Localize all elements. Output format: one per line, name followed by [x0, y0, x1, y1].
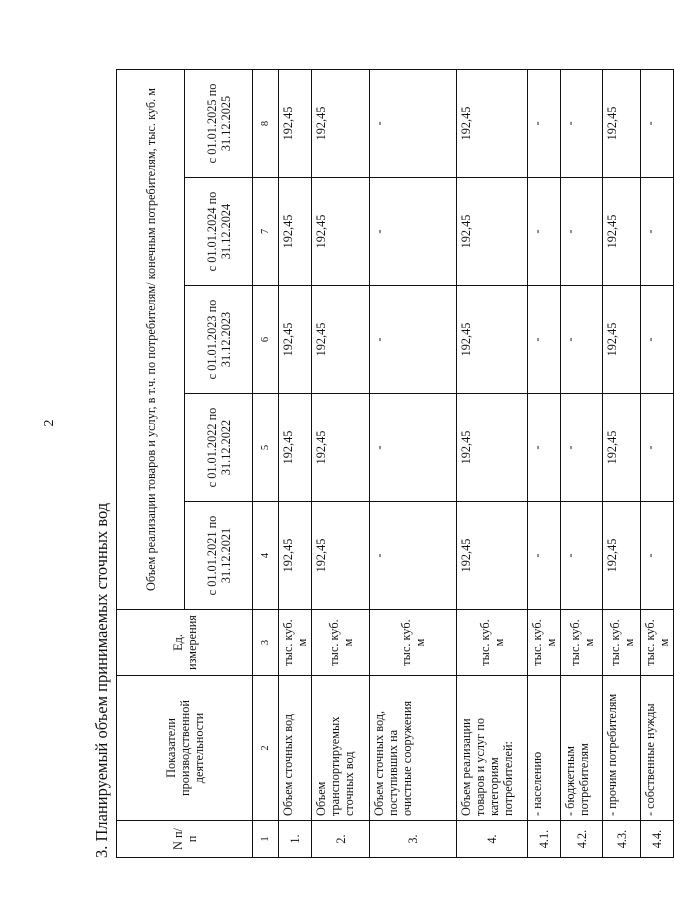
row-number: 3.	[370, 821, 457, 858]
row-value: 192,45	[603, 69, 641, 177]
row-number: 4.4.	[641, 821, 674, 858]
row-value: 192,45	[312, 502, 370, 610]
row-value: 192,45	[279, 502, 312, 610]
column-number: 6	[253, 286, 279, 394]
row-indicator: - населению	[528, 676, 561, 821]
row-indicator: Объем сточных вод	[279, 676, 312, 821]
row-value: 192,45	[457, 178, 528, 286]
row-value: -	[561, 502, 603, 610]
row-unit: тыс. куб. м	[561, 610, 603, 676]
page-number: 2	[42, 419, 57, 427]
row-number: 2.	[312, 821, 370, 858]
row-value: 192,45	[279, 286, 312, 394]
row-number: 4.1.	[528, 821, 561, 858]
row-indicator: - прочим потребителям	[603, 676, 641, 821]
row-indicator: Объем сточных вод, поступивших на очистные сооружения	[370, 676, 457, 821]
row-value: 192,45	[457, 394, 528, 502]
row-value: 192,45	[279, 178, 312, 286]
table-row	[312, 69, 370, 857]
row-unit: тыс. куб. м	[370, 610, 457, 676]
row-indicator: Объем транспортируемых сточных вод	[312, 676, 370, 821]
row-unit: тыс. куб. м	[528, 610, 561, 676]
row-value: 192,45	[603, 178, 641, 286]
row-value: -	[370, 178, 457, 286]
header-indicator: Показатели производственной деятельности	[117, 676, 253, 821]
row-value: -	[528, 502, 561, 610]
row-unit: тыс. куб. м	[603, 610, 641, 676]
row-value: 192,45	[312, 178, 370, 286]
row-value: -	[561, 178, 603, 286]
row-value: 192,45	[603, 502, 641, 610]
wastewater-volume-table	[116, 69, 674, 858]
row-value: -	[370, 69, 457, 177]
column-number: 5	[253, 394, 279, 502]
table-row	[603, 69, 641, 857]
row-value: -	[528, 69, 561, 177]
table-row	[370, 69, 457, 857]
section-title: 3. Планируемый объем принимаемых сточных вод	[92, 502, 111, 858]
header-row-top	[117, 69, 185, 857]
column-number: 1	[253, 821, 279, 858]
table-row	[457, 69, 528, 857]
row-value: -	[641, 178, 674, 286]
column-number: 4	[253, 502, 279, 610]
row-value: 192,45	[312, 286, 370, 394]
row-value: 192,45	[457, 286, 528, 394]
row-indicator: Объем реализации товаров и услуг по категориям потребителей:	[457, 676, 528, 821]
column-number: 8	[253, 69, 279, 177]
table-row	[279, 69, 312, 857]
header-no: N п/п	[117, 821, 253, 858]
header-period: с 01.01.2024 по 31.12.2024	[185, 178, 253, 286]
row-unit: тыс. куб. м	[312, 610, 370, 676]
row-value: -	[641, 502, 674, 610]
column-number: 3	[253, 610, 279, 676]
row-value: -	[528, 286, 561, 394]
header-volume-group: Объем реализации товаров и услуг, в т.ч. по потребителям/ конечным потребителям, тыс. куб. м	[117, 69, 185, 609]
row-value: -	[641, 286, 674, 394]
table-row	[641, 69, 674, 857]
column-number-row	[253, 69, 279, 857]
row-value: -	[561, 286, 603, 394]
row-unit: тыс. куб. м	[641, 610, 674, 676]
table-row	[561, 69, 603, 857]
row-number: 4.2.	[561, 821, 603, 858]
row-indicator: - бюджетным потребителям	[561, 676, 603, 821]
rotated-page-content	[88, 68, 671, 858]
row-value: -	[561, 69, 603, 177]
header-period: с 01.01.2023 по 31.12.2023	[185, 286, 253, 394]
row-number: 4.3.	[603, 821, 641, 858]
row-value: 192,45	[603, 286, 641, 394]
row-unit: тыс. куб. м	[457, 610, 528, 676]
row-value: -	[641, 69, 674, 177]
column-number: 7	[253, 178, 279, 286]
row-value: -	[641, 394, 674, 502]
row-number: 4.	[457, 821, 528, 858]
header-period: с 01.01.2025 по 31.12.2025	[185, 69, 253, 177]
row-value: 192,45	[457, 502, 528, 610]
row-value: 192,45	[312, 69, 370, 177]
table-row	[528, 69, 561, 857]
row-value: -	[370, 286, 457, 394]
row-number: 1.	[279, 821, 312, 858]
row-indicator: - собственные нужды	[641, 676, 674, 821]
row-value: 192,45	[279, 69, 312, 177]
row-value: -	[370, 394, 457, 502]
header-period: с 01.01.2021 по 31.12.2021	[185, 502, 253, 610]
row-value: 192,45	[312, 394, 370, 502]
row-value: -	[528, 394, 561, 502]
row-value: -	[528, 178, 561, 286]
row-unit: тыс. куб. м	[279, 610, 312, 676]
row-value: 192,45	[279, 394, 312, 502]
row-value: -	[370, 502, 457, 610]
header-unit: Ед. измерения	[117, 610, 253, 676]
row-value: 192,45	[603, 394, 641, 502]
row-value: 192,45	[457, 69, 528, 177]
row-value: -	[561, 394, 603, 502]
header-period: с 01.01.2022 по 31.12.2022	[185, 394, 253, 502]
column-number: 2	[253, 676, 279, 821]
